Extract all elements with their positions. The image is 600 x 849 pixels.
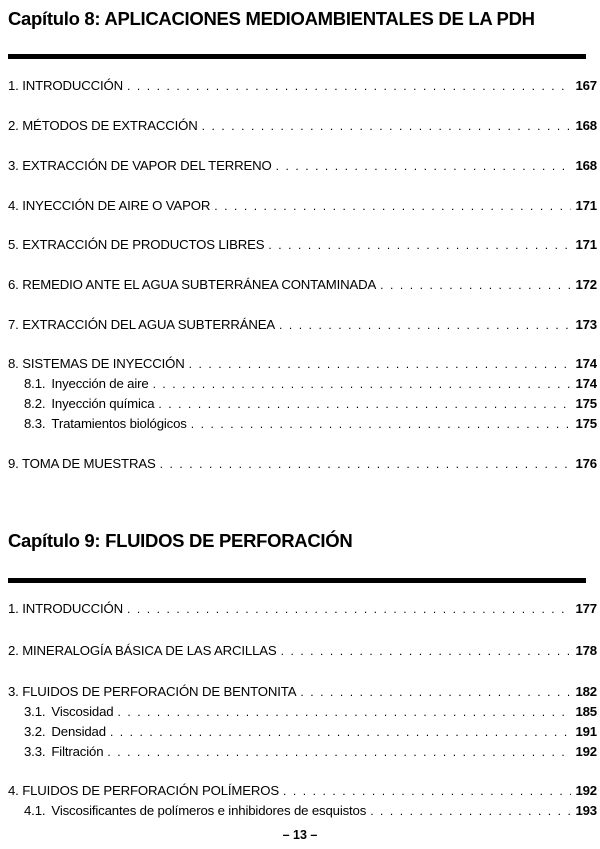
toc-subentry-number: 3.1. <box>24 704 46 719</box>
toc-entry <box>8 643 597 658</box>
toc-entry-label: 4. INYECCIÓN DE AIRE O VAPOR <box>8 198 211 213</box>
toc-entry <box>8 601 597 616</box>
toc-entry-label: 2. MINERALOGÍA BÁSICA DE LAS ARCILLAS <box>8 643 277 658</box>
leader-dots <box>191 417 572 431</box>
toc-subentry-label: Densidad <box>51 724 106 739</box>
toc-entry-page: 168 <box>575 118 597 133</box>
toc-entry-page: 168 <box>575 158 597 173</box>
leader-dots <box>107 745 571 759</box>
toc-entry-label: 1. INTRODUCCIÓN <box>8 601 123 616</box>
leader-dots <box>110 725 572 739</box>
leader-dots <box>202 119 572 133</box>
toc-subentry <box>24 704 597 719</box>
toc-subentry-label: Inyección de aire <box>51 376 149 391</box>
toc-entry <box>8 118 597 133</box>
chapter-9-title: Capítulo 9: FLUIDOS DE PERFORACIÓN <box>8 530 353 551</box>
toc-entry-page: 178 <box>575 643 597 658</box>
toc-subentry <box>24 744 597 759</box>
leader-dots <box>380 278 571 292</box>
toc-entry-label: 6. REMEDIO ANTE EL AGUA SUBTERRÁNEA CONTAMINADA <box>8 277 377 292</box>
toc-entry-label: 2. MÉTODOS DE EXTRACCIÓN <box>8 118 198 133</box>
toc-entry-page: 172 <box>575 277 597 292</box>
toc-entry-label: 3. FLUIDOS DE PERFORACIÓN DE BENTONITA <box>8 684 297 699</box>
toc-subentry <box>24 803 597 818</box>
toc-entry-label: 7. EXTRACCIÓN DEL AGUA SUBTERRÁNEA <box>8 317 276 332</box>
toc-entry <box>8 198 597 213</box>
toc-entry <box>8 783 597 798</box>
toc-entry-page: 176 <box>575 456 597 471</box>
toc-entry-page: 182 <box>575 684 597 699</box>
leader-dots <box>127 79 571 93</box>
toc-entry-label: 9. TOMA DE MUESTRAS <box>8 456 156 471</box>
toc-entry-page: 167 <box>575 78 597 93</box>
leader-dots <box>127 602 571 616</box>
leader-dots <box>283 784 571 798</box>
toc-entry-page: 173 <box>575 317 597 332</box>
toc-entry <box>8 684 597 699</box>
toc-entry-page: 177 <box>575 601 597 616</box>
leader-dots <box>153 377 572 391</box>
toc-subentry-page: 185 <box>575 704 597 719</box>
toc-subentry-number: 8.1. <box>24 376 46 391</box>
leader-dots <box>370 804 571 818</box>
toc-subentry-page: 174 <box>575 376 597 391</box>
toc-entry <box>8 237 597 252</box>
toc-entry <box>8 356 597 371</box>
leader-dots <box>189 357 572 371</box>
toc-subentry <box>24 376 597 391</box>
toc-subentry-number: 4.1. <box>24 803 46 818</box>
toc-entry <box>8 158 597 173</box>
page-number: – 13 – <box>282 828 318 842</box>
toc-subentry-label: Viscosidad <box>51 704 114 719</box>
leader-dots <box>158 397 571 411</box>
toc-subentry-label: Inyección química <box>51 396 155 411</box>
toc-subentry-label: Tratamientos biológicos <box>51 416 187 431</box>
chapter-8-title: Capítulo 8: APLICACIONES MEDIOAMBIENTALES DE LA PDH <box>8 8 535 29</box>
toc-entry <box>8 456 597 471</box>
leader-dots <box>300 685 571 699</box>
toc-entry-page: 171 <box>575 198 597 213</box>
toc-entry-page: 171 <box>575 237 597 252</box>
toc-subentry-number: 3.2. <box>24 724 46 739</box>
toc-subentry-number: 8.2. <box>24 396 46 411</box>
leader-dots <box>279 318 571 332</box>
toc-subentry-page: 192 <box>575 744 597 759</box>
toc-entry-label: 3. EXTRACCIÓN DE VAPOR DEL TERRENO <box>8 158 272 173</box>
toc-entry <box>8 317 597 332</box>
toc-entry <box>8 78 597 93</box>
toc-subentry <box>24 416 597 431</box>
toc-subentry-page: 175 <box>575 416 597 431</box>
toc-subentry-label: Filtración <box>51 744 104 759</box>
toc-subentry <box>24 724 597 739</box>
toc-subentry-page: 191 <box>575 724 597 739</box>
toc-subentry-number: 8.3. <box>24 416 46 431</box>
toc-entry-label: 5. EXTRACCIÓN DE PRODUCTOS LIBRES <box>8 237 265 252</box>
toc-subentry <box>24 396 597 411</box>
chapter-8-rule <box>8 54 586 59</box>
leader-dots <box>117 705 571 719</box>
toc-entry-label: 8. SISTEMAS DE INYECCIÓN <box>8 356 185 371</box>
leader-dots <box>268 238 571 252</box>
toc-entry-label: 4. FLUIDOS DE PERFORACIÓN POLÍMEROS <box>8 783 280 798</box>
toc-subentry-number: 3.3. <box>24 744 46 759</box>
toc-subentry-page: 193 <box>575 803 597 818</box>
chapter-9-rule <box>8 578 586 583</box>
toc-entry-page: 174 <box>575 356 597 371</box>
toc-entry-label: 1. INTRODUCCIÓN <box>8 78 123 93</box>
leader-dots <box>160 457 572 471</box>
toc-entry-page: 192 <box>575 783 597 798</box>
leader-dots <box>281 644 572 658</box>
toc-entry <box>8 277 597 292</box>
leader-dots <box>214 199 571 213</box>
toc-subentry-label: Viscosificantes de polímeros e inhibidores de esquistos <box>51 803 367 818</box>
toc-subentry-page: 175 <box>575 396 597 411</box>
leader-dots <box>276 159 572 173</box>
